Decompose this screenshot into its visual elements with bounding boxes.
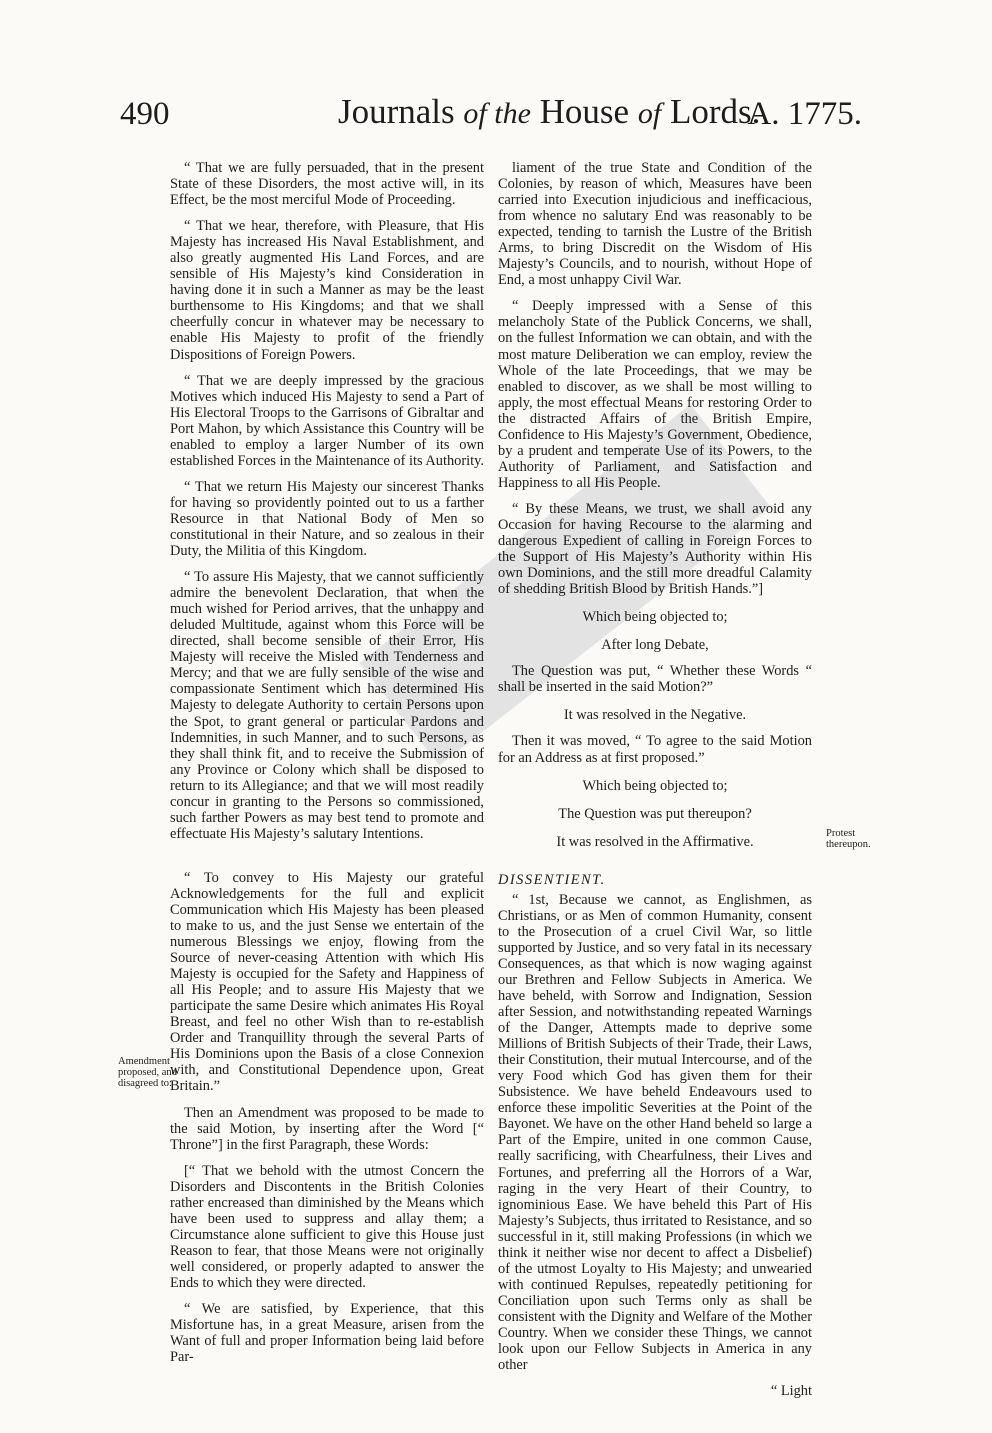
objection-line: Which being objected to; (582, 609, 728, 626)
catchword: “ Light (770, 1383, 812, 1400)
question-line: The Question was put, “ Whether these Words “ shall be inserted in the said Motion?” (498, 663, 812, 696)
resolution-line: It was resolved in the Affirmative. (556, 833, 754, 850)
paragraph: Then it was moved, “ To agree to the said Motion for an Address as at first proposed.” (498, 733, 812, 766)
paragraph: [“ That we behold with the utmost Concern the Disorders and Discontents in the British Colonies rather encreased than diminished by the Means which have been used to suppress and allay them; a Circumstance alone sufficient to give this House just Reason to fear, that those Means were not originally well considered, or properly adapted to answer the Ends to which they were directed. (170, 1162, 484, 1291)
right-column (498, 160, 812, 1409)
debate-line: After long Debate, (601, 637, 709, 654)
paragraph: “ To assure His Majesty, that we cannot sufficiently admire the benevolent Declaration, that when the much wished for Period arrives, that the unhappy and deluded Multitude, against whom this Force will be directed, shall become sensible of their Error, His Majesty will receive the Misled with Tenderness and Mercy; and that we are fully sensible of the wise and compassionate Sentiment which has determined His Majesty to delegate Authority to certain Persons upon the Spot, to grant general or particular Pardons and Indemnities, in such Manner, and to such Persons, as they shall think fit, and to receive the Submission of any Province or Colony which shall be disposed to return to its Allegiance; and that we will most readily concur in granting to the Persons so commissioned, such farther Powers as may best tend to promote and effectuate His Majesty’s salutary Intentions. (170, 569, 484, 842)
margin-note-amendment: Amendment proposed, and disagreed to: (118, 1056, 177, 1089)
margin-note-protest: Protest thereupon. (826, 828, 871, 850)
question-line: The Question was put thereupon? (558, 805, 752, 822)
left-column (170, 160, 484, 1375)
running-title: Journals of the House of Lords. (338, 92, 761, 131)
paragraph: “ That we hear, therefore, with Pleasure, that His Majesty has increased His Naval Establishment, and also greatly augmented His Land Forces, and are sensible of His Majesty’s kind Consideration in having done it in such a Manner as may be the least burthensome to His Kingdoms; and that we shall cheerfully concur in whatever may be necessary to enable His Majesty to profit of the friendly Dispositions of Foreign Powers. (170, 218, 484, 363)
dissentient-heading: DISSENTIENT. (498, 871, 606, 888)
paragraph: liament of the true State and Condition of the Colonies, by reason of which, Measures have been carried into Execution injudicious and inefficacious, from whence no salutary End was reasonably to be expected, tending to tarnish the Lustre of the British Arms, to bring Discredit on the Wisdom of His Majesty’s Councils, and to nourish, without Hope of End, a most unhappy Civil War. (498, 160, 812, 289)
paragraph: “ That we are deeply impressed by the gracious Motives which induced His Majesty to send a Part of His Electoral Troops to the Garrisons of Gibraltar and Port Mahon, by which Assistance this Country will be enabled to employ a larger Number of its own established Forces in the Maintenance of its Authority. (170, 372, 484, 469)
paragraph: Then an Amendment was proposed to be made to the said Motion, by inserting after the Word [“ Throne”] in the first Paragraph, these Words: (170, 1104, 484, 1153)
paragraph: “ To convey to His Majesty our grateful Acknowledgements for the full and explicit Communication which His Majesty has been pleased to make to us, and the just Sense we entertain of the numerous Blessings we enjoy, flowing from the Source of never-ceasing Attention with which His Majesty is occupied for the Safety and Happiness of all His People; and to assure His Majesty that we participate the same Desire which animates His Royal Breast, and feel no other Wish than to re-establish Order and Tranquillity through the several Parts of His Dominions upon the Basis of a close Connexion with, and Constitutional Dependence upon, Great Britain.” (170, 869, 484, 1095)
paragraph: “ That we return His Majesty our sincerest Thanks for having so providently pointed out to us a farther Resource in that National Body of Men so constitutional in their Nature, and so zealous in their Duty, the Militia of this Kingdom. (170, 478, 484, 560)
paragraph: “ Deeply impressed with a Sense of this melancholy State of the Publick Concerns, we shall, on the fullest Information we can obtain, and with the most mature Deliberation we can employ, review the Whole of the late Proceedings, that we may be enabled to discover, as we shall be most willing to apply, the most effectual Means for restoring Order to the distracted Affairs of the British Empire, Confidence to His Majesty’s Government, Obedience, by a prudent and temperate Use of its Powers, to the Authority of Parliament, and Satisfaction and Happiness to all His People. (498, 298, 812, 491)
paragraph: “ 1st, Because we cannot, as Englishmen, as Christians, or as Men of common Humanity, consent to the Prosecution of a cruel Civil War, so little supported by Justice, and so very fatal in its necessary Consequences, as that which is now waging against our Brethren and Fellow Subjects in America. We have beheld, with Sorrow and Indignation, Session after Session, and notwithstanding repeated Warnings of the Danger, Attempts made to deprive some Millions of British Subjects of their Trade, their Laws, their Constitution, their mutual Intercourse, and of the very Food which God has given them for their Subsistence. We have beheld Endeavours used to enforce these impolitic Severities at the Point of the Bayonet. We have on the other Hand beheld so large a Part of the Empire, united in one common Cause, really sacrificing, with Chearfulness, their Lives and Fortunes, and preferring all the Horrors of a War, raging in the very Heart of their Country, to ignominious Ease. We have beheld this Part of His Majesty’s Subjects, thus irritated to Resistance, and so successful in it, still making Professions (in which we think it neither wise nor decent to affect a Disbelief) of the utmost Loyalty to His Majesty; and unwearied with continued Repulses, repeatedly petitioning for Conciliation upon such Terms only as shall be consistent with the Dignity and Welfare of the Mother Country. When we consider these Things, we cannot look upon our Fellow Subjects in America in any other (498, 891, 812, 1374)
paragraph: “ We are satisfied, by Experience, that this Misfortune has, in a great Measure, arisen from the Want of full and proper Information being laid before Par- (170, 1301, 484, 1366)
objection-line: Which being objected to; (582, 777, 728, 794)
page-number: 490 (120, 96, 170, 132)
paragraph: “ That we are fully persuaded, that in the present State of these Disorders, the most active will, in its Effect, be the most merciful Mode of Proceeding. (170, 160, 484, 209)
year: A. 1775. (747, 96, 862, 132)
paragraph: “ By these Means, we trust, we shall avoid any Occasion for having Recourse to the alarming and dangerous Expedient of calling in Foreign Forces to the Support of His Majesty’s Authority within His own Dominions, and the still more dreadful Calamity of shedding British Blood by British Hands.”] (498, 500, 812, 598)
resolution-line: It was resolved in the Negative. (563, 707, 747, 724)
page-header (120, 92, 862, 142)
